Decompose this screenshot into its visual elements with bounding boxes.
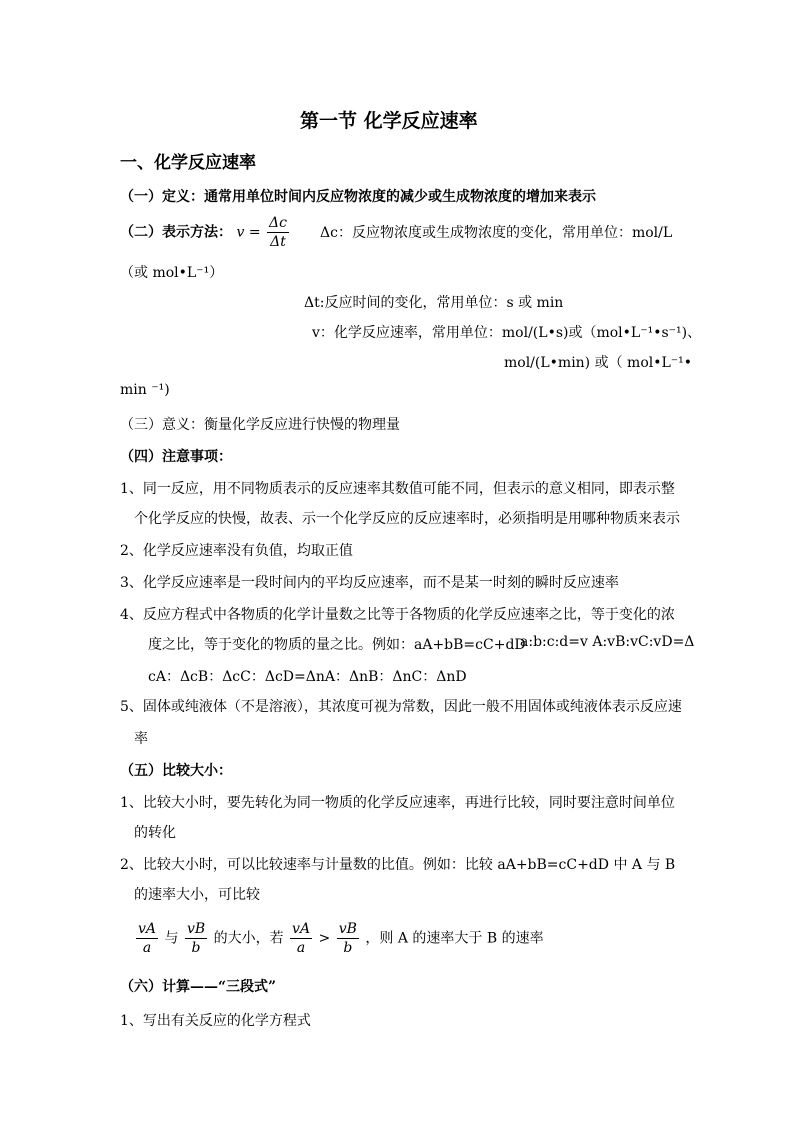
formula-fraction	[267, 214, 289, 251]
representation-label: （二）表示方法：	[120, 224, 232, 241]
fraction-numerator: vB	[186, 921, 206, 937]
definition-line: （一）定义：通常用单位时间内反应物浓度的减少或生成物浓度的增加来表示	[120, 189, 596, 205]
fraction-denominator: b	[191, 940, 201, 956]
conclusion-text: ，则 A 的速率大于 B 的速率	[365, 930, 544, 947]
note-1a: 1、同一反应，用不同物质表示的反应速率其数值可能不同，但表示的意义相同，即表示整	[120, 481, 675, 497]
note-5a: 5、固体或纯液体（不是溶液），其浓度可视为常数，因此一般不用固体或纯液体表示反应速	[120, 699, 682, 715]
meaning-text: （三）意义：衡量化学反应进行快慢的物理量	[120, 417, 400, 433]
delta-c-explanation: Δc：反应物浓度或生成物浓度的变化，常用单位：mol/L	[320, 225, 673, 241]
note-4c: cA：ΔcB：ΔcC：ΔcD=ΔnA：ΔnB：ΔnC：ΔnD	[148, 669, 467, 685]
formula-v: v	[236, 224, 245, 241]
fraction-denominator: a	[142, 940, 152, 956]
fraction-numerator: vA	[292, 921, 311, 937]
compare-1b: 的转化	[134, 825, 176, 841]
representation-line	[120, 214, 291, 251]
ratio-comparison	[134, 920, 544, 957]
fraction-vA-a-2	[290, 920, 312, 957]
fraction-denominator: a	[296, 940, 306, 956]
note-2: 2、化学反应速率没有负值，均取正值	[120, 543, 353, 559]
fraction-vB-b	[185, 920, 207, 957]
fraction-numerator: vA	[138, 921, 157, 937]
fraction-numerator: vB	[338, 921, 357, 937]
formula-denominator: Δt	[270, 234, 286, 250]
v-explanation-3: min ⁻¹)	[120, 382, 170, 398]
v-explanation: v：化学反应速率，常用单位：mol/(L•s)或（mol•L⁻¹•s⁻¹)、	[312, 325, 702, 341]
note-1b: 个化学反应的快慢，故表、示一个化学反应的反应速率时，必须指明是用哪种物质来表示	[134, 511, 680, 527]
meaning-line	[120, 414, 400, 434]
calc-step-1: 1、写出有关反应的化学方程式	[120, 1013, 311, 1029]
note-4b: 度之比，等于变化的物质的量之比。例如：aA+bB=cC+dD	[148, 637, 526, 653]
note-4b-ratio: a:b:c:d=v A:vB:vC:vD=Δ	[520, 634, 695, 650]
compare-2b: 的速率大小，可比较	[134, 887, 260, 903]
note-4a: 4、反应方程式中各物质的化学计量数之比等于各物质的化学反应速率之比，等于变化的浓	[120, 607, 675, 623]
compare-1a: 1、比较大小时，要先转化为同一物质的化学反应速率，再进行比较，同时要注意时间单位	[120, 795, 675, 811]
page-title: 第一节 化学反应速率	[300, 110, 478, 132]
delta-t-explanation: Δt:反应时间的变化，常用单位：s 或 min	[304, 295, 564, 311]
delta-c-unit: （或 mol•L⁻¹）	[120, 265, 224, 281]
section-heading: 一、化学反应速率	[120, 153, 256, 173]
fraction-vB-b-2	[337, 920, 359, 957]
formula-equals: =	[248, 224, 261, 241]
notes-heading: （四）注意事项：	[120, 449, 232, 465]
note-3: 3、化学反应速率是一段时间内的平均反应速率，而不是某一时刻的瞬时反应速率	[120, 575, 619, 591]
compare-heading: （五）比较大小：	[120, 763, 232, 779]
fraction-denominator: b	[343, 940, 353, 956]
greater-than-sign: >	[318, 930, 331, 947]
calc-heading: （六）计算——“三段式”	[120, 979, 277, 995]
formula-numerator: Δc	[269, 215, 287, 231]
connector-text: 的大小，若	[213, 930, 284, 947]
v-explanation-2: mol/(L•min) 或（ mol•L⁻¹•	[504, 355, 693, 371]
note-5b: 率	[134, 731, 148, 747]
connector-text: 与	[164, 930, 179, 947]
fraction-vA-a	[136, 920, 158, 957]
compare-2a: 2、比较大小时，可以比较速率与计量数的比值。例如：比较 aA+bB=cC+dD 中 A 与 B	[120, 857, 676, 873]
